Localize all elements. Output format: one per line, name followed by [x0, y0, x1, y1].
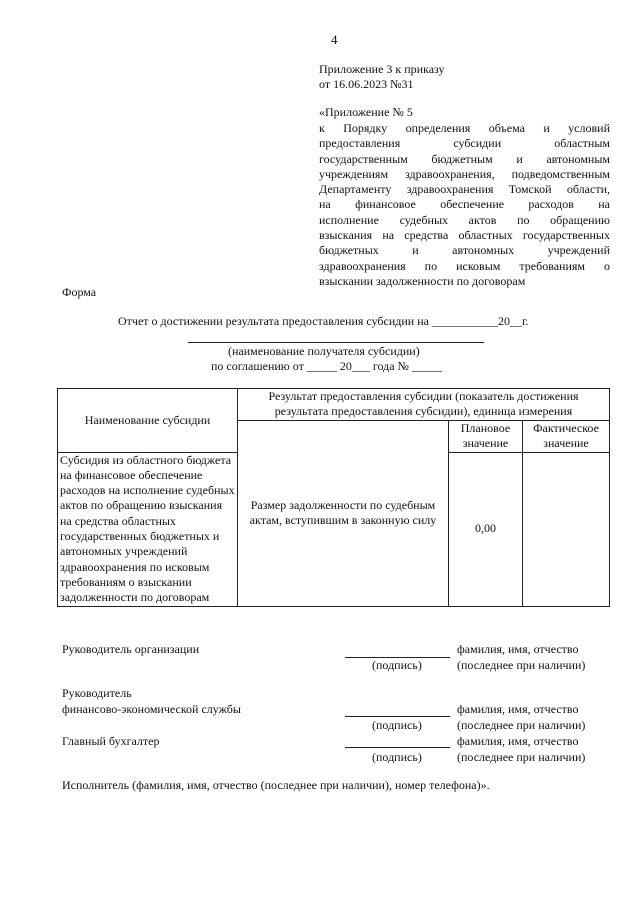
- plan-value: 0,00: [449, 452, 523, 606]
- recipient-line: [188, 342, 484, 343]
- header-name: Наименование субсидии: [58, 389, 238, 453]
- head-org-label: Руководитель организации: [62, 642, 200, 656]
- appendix-line: предоставления субсидии областным: [319, 136, 610, 151]
- fact-value: [523, 452, 610, 606]
- appendix-line: взыскания на средства областных государственных: [319, 228, 610, 243]
- fio-caption: (последнее при наличии): [457, 658, 586, 672]
- signature-line: [345, 716, 450, 717]
- appendix-line: учреждениям здравоохранения, подведомственным: [319, 166, 610, 181]
- report-title: Отчет о достижении результата предоставления субсидии на ___________20__г.: [118, 314, 529, 328]
- subsidy-name: Субсидия из областного бюджета на финансовое обеспечение расходов на исполнение судебных актов по обращению взыскания на средства областных государственных бюджетных и автономных учреждений здравоохранения по исковым требованиям о взыскании задолженности по договорам: [58, 452, 238, 606]
- head-fin-label-1: Руководитель: [62, 686, 132, 700]
- header-line-1: Приложение 3 к приказу: [319, 62, 445, 76]
- report-table: [57, 388, 610, 607]
- form-label: Форма: [62, 285, 97, 299]
- appendix-title: «Приложение № 5: [319, 105, 413, 119]
- header-result: Результат предоставления субсидии (показатель достижения результата предоставления субсидии), единица измерения: [238, 389, 610, 421]
- recipient-caption: (наименование получателя субсидии): [228, 344, 420, 358]
- head-fin-label-2: финансово-экономической службы: [62, 702, 241, 716]
- appendix-line: исполнение судебных актов по обращению: [319, 212, 610, 227]
- header-fact: Фактическое значение: [523, 420, 610, 452]
- appendix-line: государственным бюджетным и автономным: [319, 151, 610, 166]
- chief-acc-label: Главный бухгалтер: [62, 734, 160, 748]
- appendix-line: бюджетных и автономных учреждений: [319, 243, 610, 258]
- result-value: Размер задолженности по судебным актам, вступившим в законную силу: [238, 420, 449, 606]
- signature-line: [345, 747, 450, 748]
- fio-caption: (последнее при наличии): [457, 718, 586, 732]
- appendix-line: взыскании задолженности по договорам: [319, 273, 526, 288]
- page-number: 4: [331, 32, 338, 47]
- agreement-line: по соглашению от _____ 20___ года № _____: [211, 359, 442, 373]
- fio-label: фамилия, имя, отчество: [457, 702, 579, 716]
- header-line-2: от 16.06.2023 №31: [319, 77, 414, 91]
- fio-label: фамилия, имя, отчество: [457, 734, 579, 748]
- appendix-line: здравоохранения по исковым требованиям о: [319, 258, 610, 273]
- appendix-line: Департаменту здравоохранения Томской области,: [319, 182, 610, 197]
- sign-caption: (подпись): [372, 658, 422, 672]
- appendix-line: к Порядку определения объема и условий: [319, 121, 610, 135]
- fio-caption: (последнее при наличии): [457, 750, 586, 764]
- sign-caption: (подпись): [372, 718, 422, 732]
- executor-line: Исполнитель (фамилия, имя, отчество (последнее при наличии), номер телефона)».: [62, 778, 490, 792]
- appendix-text: [319, 121, 610, 289]
- fio-label: фамилия, имя, отчество: [457, 642, 579, 656]
- sign-caption: (подпись): [372, 750, 422, 764]
- appendix-line: на финансовое обеспечение расходов на: [319, 197, 610, 212]
- header-plan: Плановое значение: [449, 420, 523, 452]
